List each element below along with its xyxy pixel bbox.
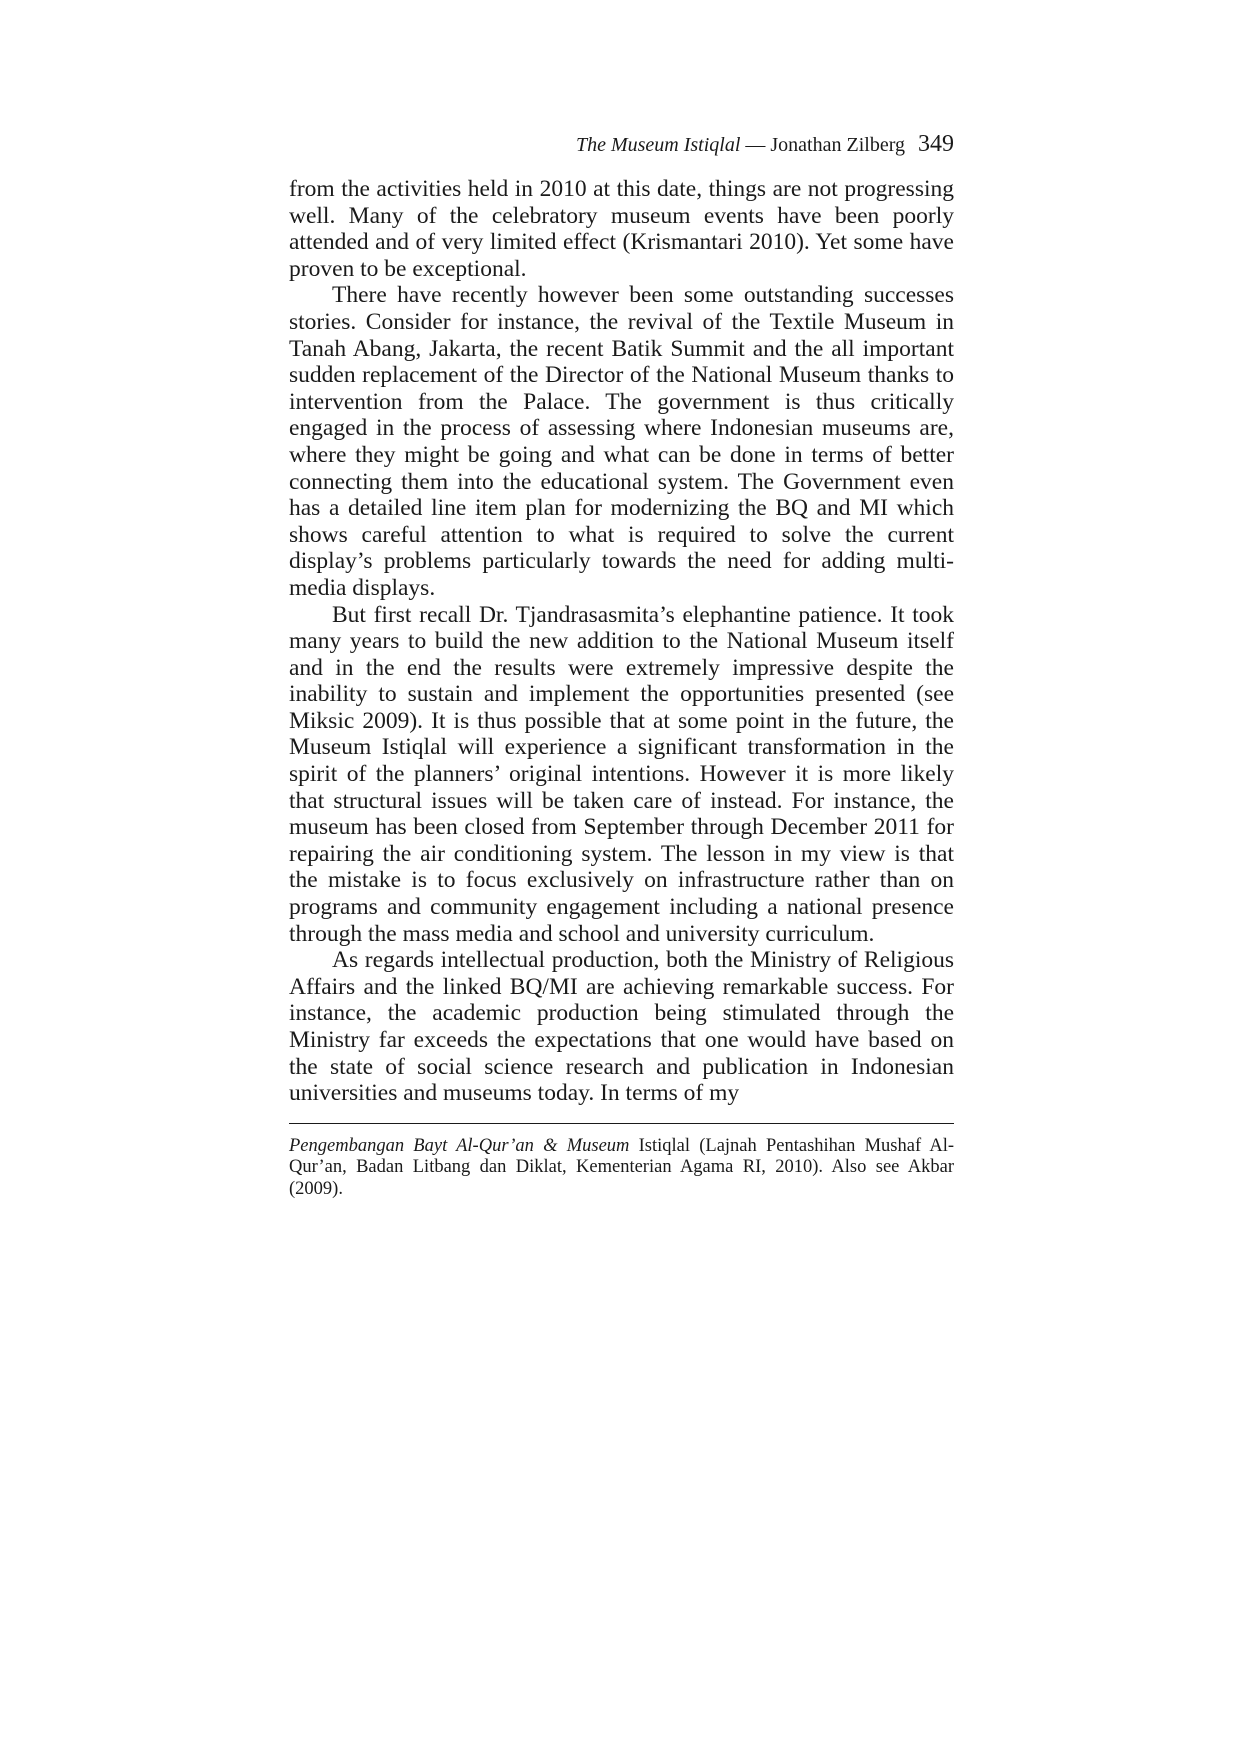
page-number: 349 [918,131,954,157]
footnote-italic-title: Pengembangan Bayt Al-Qur’an & Museum [289,1135,630,1156]
footnote [289,1136,954,1201]
footnote-divider [289,1123,954,1124]
paragraph-1: from the activities held in 2010 at this date, things are not progressing well. Many of the celebratory museum events have been poorly attended and of very limited effect (Krismantari 2010). Yet some have proven to be exceptional. [289,176,954,282]
running-header-author: Jonathan Zilberg [770,134,905,156]
running-header-separator: — [745,134,766,156]
page [289,130,954,1200]
running-header-title: The Museum Istiqlal [575,134,741,156]
body-text [289,176,954,1107]
running-header [289,130,954,176]
footnote-text: Istiqlal (Lajnah Pentashihan Mushaf Al-Qur’an, Badan Litbang dan Diklat, Kementerian Agama RI, 2010). Also see Akbar (2009). [289,1135,954,1199]
paragraph-4: As regards intellectual production, both the Ministry of Religious Affairs and the linked BQ/MI are achieving remarkable success. For instance, the academic production being stimulated through the Ministry far exceeds the expectations that one would have based on the state of social science research and publication in Indonesian universities and museums today. In terms of my [289,947,954,1107]
paragraph-2: There have recently however been some outstanding successes stories. Consider for instance, the revival of the Textile Museum in Tanah Abang, Jakarta, the recent Batik Summit and the all important sudden replacement of the Director of the National Museum thanks to intervention from the Palace. The government is thus critically engaged in the process of assessing where Indonesian museums are, where they might be going and what can be done in terms of better connecting them into the educational system. The Government even has a detailed line item plan for modernizing the BQ and MI which shows careful attention to what is required to solve the current display’s problems particularly towards the need for adding multi-media displays. [289,282,954,601]
paragraph-3: But first recall Dr. Tjandrasasmita’s elephantine patience. It took many years to build the new addition to the National Museum itself and in the end the results were extremely impressive despite the inability to sustain and implement the opportunities presented (see Miksic 2009). It is thus possible that at some point in the future, the Museum Istiqlal will experience a significant transformation in the spirit of the planners’ original intentions. However it is more likely that structural issues will be taken care of instead. For instance, the museum has been closed from September through December 2011 for repairing the air conditioning system. The lesson in my view is that the mistake is to focus exclusively on infrastructure rather than on programs and community engagement including a national presence through the mass media and school and university curriculum. [289,601,954,947]
